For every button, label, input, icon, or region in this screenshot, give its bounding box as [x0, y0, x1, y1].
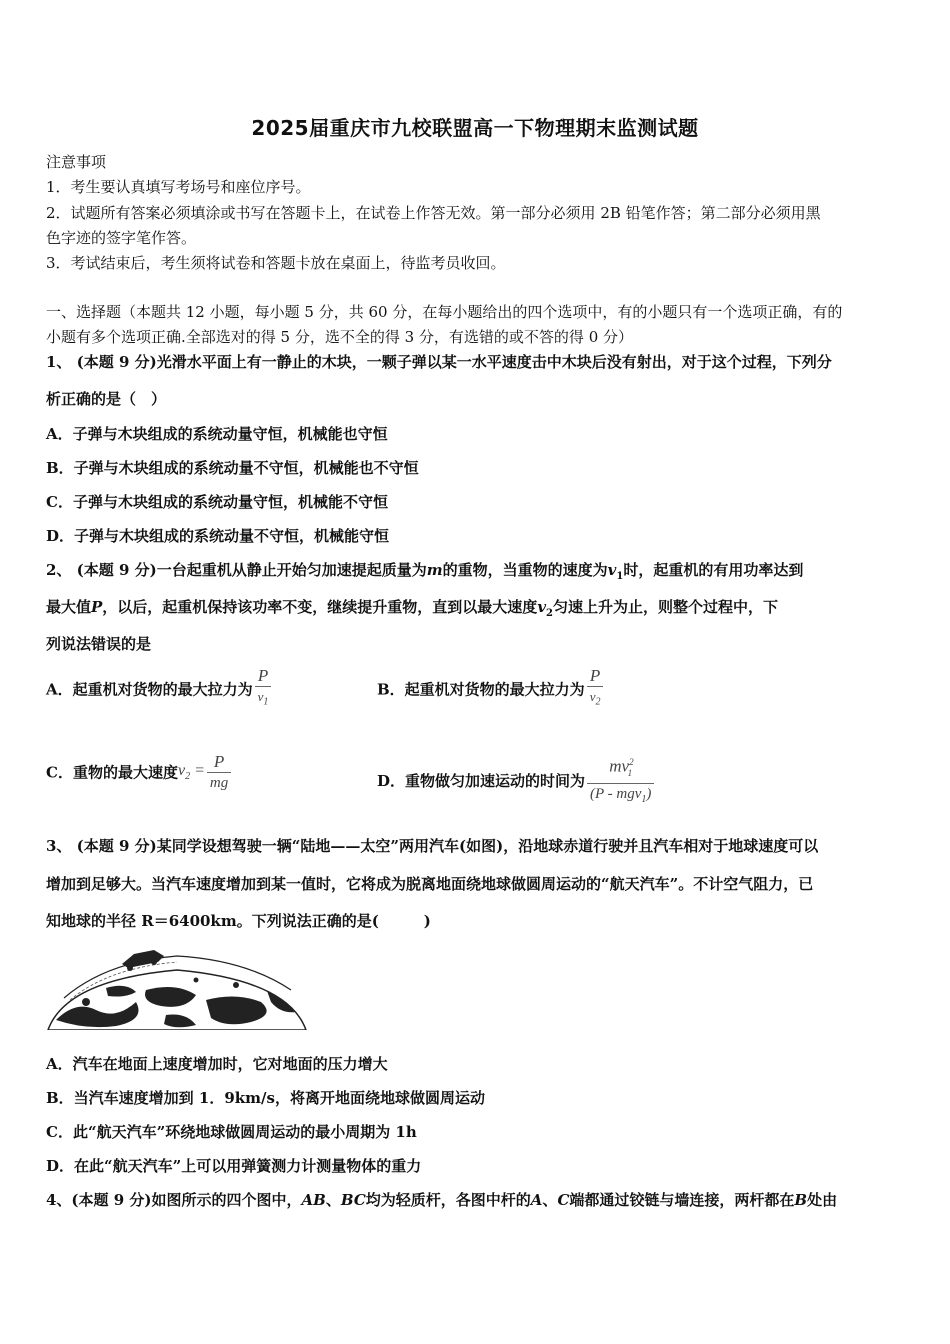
notice-item-2-cont: 色字迹的签字笔作答。 [46, 229, 197, 247]
fraction-p-over-v1: $\frac{P}{v_1}$ [255, 666, 272, 712]
car-icon [122, 950, 164, 971]
mass-symbol: m [426, 561, 443, 579]
q1-option-b: B．子弹与木块组成的系统动量不守恒，机械能也不守恒 [46, 459, 419, 477]
fraction-p-over-mg: $\frac{P}{mg}$ [207, 752, 231, 792]
q3-option-a: A．汽车在地面上速度增加时，它对地面的压力增大 [46, 1055, 388, 1073]
notice-item-1: 1．考生要认真填写考场号和座位序号。 [46, 178, 311, 196]
earth-car-figure [46, 940, 308, 1030]
q1-option-a: A．子弹与木块组成的系统动量守恒，机械能也守恒 [46, 425, 388, 443]
q3-option-d: D．在此“航天汽车”上可以用弹簧测力计测量物体的重力 [46, 1157, 422, 1175]
q2-option-c: C．重物的最大速度$v_2$ = $\frac{P}{mg}$ [46, 752, 231, 792]
q3-option-c: C．此“航天汽车”环绕地球做圆周运动的最小周期为 1h [46, 1123, 417, 1141]
fraction-p-over-v2: $\frac{P}{v_2}$ [587, 666, 604, 712]
notice-heading: 注意事项 [46, 153, 107, 171]
section-instructions-1: 一、选择题（本题共 12 小题，每小题 5 分，共 60 分，在每小题给出的四个选项中，有的小题只有一个选项正确，有的 [46, 303, 843, 321]
q2-stem-3: 列说法错误的是 [46, 635, 152, 653]
q3-stem-3: 知地球的半径 R＝6400km。下列说法正确的是( ) [46, 912, 431, 930]
section-instructions-2: 小题有多个选项正确.全部选对的得 5 分，选不全的得 3 分，有选错的或不答的得 0 分） [46, 328, 634, 346]
q2-option-b: B．起重机对货物的最大拉力为 $\frac{P}{v_2}$ [377, 666, 603, 712]
notice-item-3: 3．考试结束后，考生须将试卷和答题卡放在桌面上，待监考员收回。 [46, 254, 506, 272]
q2-option-a: A．起重机对货物的最大拉力为 $\frac{P}{v_1}$ [46, 666, 271, 712]
fraction-time: $\frac{mv^2_1}{(P - mgv_1)}$ [587, 752, 654, 809]
q4-stem-1: 4、(本题 9 分)如图所示的四个图中，AB、BC均为轻质杆，各图中杆的A、C端都通过铰链与墙连接，两杆都在B处由 [46, 1191, 838, 1209]
q1-option-c: C．子弹与木块组成的系统动量守恒，机械能不守恒 [46, 493, 388, 511]
page-title: 2025届重庆市九校联盟高一下物理期末监测试题 [251, 116, 699, 140]
q3-stem-1: 3、 (本题 9 分)某同学设想驾驶一辆“陆地——太空”两用汽车(如图)，沿地球赤道行驶并且汽车相对于地球速度可以 [46, 837, 819, 855]
q1-stem-2: 析正确的是（ ） [46, 390, 167, 408]
q2-stem-2: 最大值P，以后，起重机保持该功率不变，继续提升重物，直到以最大速度$v_2$匀速上升为止，则整个过程中，下 [46, 598, 779, 619]
q3-option-b: B．当汽车速度增加到 1．9km/s，将离开地面绕地球做圆周运动 [46, 1089, 485, 1107]
power-symbol: P [91, 598, 103, 616]
q3-stem-2: 增加到足够大。当汽车速度增加到某一值时，它将成为脱离地面绕地球做圆周运动的“航天汽车”。不计空气阻力，已 [46, 875, 814, 893]
q2-stem-1: 2、 (本题 9 分)一台起重机从静止开始匀加速提起质量为m的重物，当重物的速度为$v_1$时，起重机的有用功率达到 [46, 561, 804, 582]
notice-item-2: 2．试题所有答案必须填涂或书写在答题卡上，在试卷上作答无效。第一部分必须用 2B 铅笔作答；第二部分必须用黑 [46, 204, 821, 222]
q1-option-d: D．子弹与木块组成的系统动量不守恒，机械能守恒 [46, 527, 390, 545]
q2-option-d: D．重物做匀加速运动的时间为 $\frac{mv^2_1}{(P - mgv_1)}$ [377, 752, 654, 809]
q1-stem-1: 1、 (本题 9 分)光滑水平面上有一静止的木块，一颗子弹以某一水平速度击中木块后没有射出，对于这个过程，下列分 [46, 353, 832, 371]
